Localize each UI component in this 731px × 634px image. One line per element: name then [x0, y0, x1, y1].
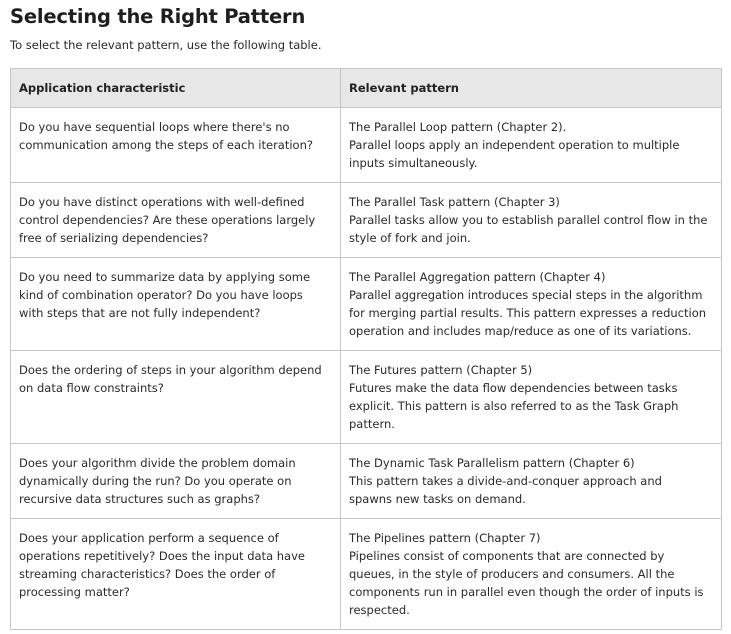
characteristic-cell	[11, 183, 341, 258]
cell-text-line: The Pipelines pattern (Chapter 7)	[349, 531, 541, 545]
cell-text-line: The Futures pattern (Chapter 5)	[349, 363, 533, 377]
cell-text-line: Do you need to summarize data by applying some	[19, 270, 311, 284]
cell-text-line: Futures make the data flow dependencies between tasks	[349, 381, 678, 395]
table-row	[11, 108, 722, 183]
cell-text-line: with steps that are not fully independent?	[19, 306, 261, 320]
table-row	[11, 258, 722, 351]
characteristic-cell	[11, 108, 341, 183]
pattern-cell	[341, 183, 722, 258]
pattern-cell	[341, 108, 722, 183]
cell-text-line: Does your algorithm divide the problem domain	[19, 456, 296, 470]
cell-text-line: The Parallel Loop pattern (Chapter 2).	[349, 120, 567, 134]
column-header-pattern: Relevant pattern	[341, 69, 722, 108]
pattern-table	[10, 68, 722, 630]
cell-text-line: Parallel aggregation introduces special steps in the algorithm	[349, 288, 703, 302]
characteristic-cell	[11, 258, 341, 351]
cell-text-line: Pipelines consist of components that are connected by	[349, 549, 665, 563]
column-header-characteristic: Application characteristic	[11, 69, 341, 108]
table-row	[11, 444, 722, 519]
cell-text-line: The Dynamic Task Parallelism pattern (Chapter 6)	[349, 456, 635, 470]
table-row	[11, 519, 722, 630]
cell-text-line: The Parallel Aggregation pattern (Chapter 4)	[349, 270, 606, 284]
cell-text-line: for merging partial results. This pattern expresses a reduction	[349, 306, 707, 320]
table-header-row	[11, 69, 722, 108]
cell-text-line: dynamically during the run? Do you operate on	[19, 474, 292, 488]
page-intro: To select the relevant pattern, use the following table.	[10, 38, 322, 52]
cell-text-line: free of serializing dependencies?	[19, 231, 209, 245]
cell-text-line: kind of combination operator? Do you have loops	[19, 288, 303, 302]
characteristic-cell	[11, 519, 341, 630]
cell-text-line: Do you have sequential loops where there's no	[19, 120, 290, 134]
page-title: Selecting the Right Pattern	[10, 5, 306, 28]
cell-text-line: spawns new tasks on demand.	[349, 492, 526, 506]
cell-text-line: inputs simultaneously.	[349, 156, 478, 170]
pattern-cell	[341, 351, 722, 444]
characteristic-cell	[11, 351, 341, 444]
cell-text-line: components run in parallel even though the order of inputs is	[349, 585, 704, 599]
table-row	[11, 351, 722, 444]
table-row	[11, 183, 722, 258]
cell-text-line: communication among the steps of each iteration?	[19, 138, 313, 152]
cell-text-line: pattern.	[349, 417, 395, 431]
cell-text-line: The Parallel Task pattern (Chapter 3)	[349, 195, 560, 209]
characteristic-cell	[11, 444, 341, 519]
cell-text-line: control dependencies? Are these operations largely	[19, 213, 316, 227]
cell-text-line: This pattern takes a divide-and-conquer approach and	[349, 474, 662, 488]
cell-text-line: Parallel tasks allow you to establish parallel control flow in the	[349, 213, 708, 227]
cell-text-line: Does your application perform a sequence of	[19, 531, 279, 545]
cell-text-line: Parallel loops apply an independent operation to multiple	[349, 138, 680, 152]
cell-text-line: explicit. This pattern is also referred to as the Task Graph	[349, 399, 679, 413]
cell-text-line: queues, in the style of producers and consumers. All the	[349, 567, 675, 581]
cell-text-line: streaming characteristics? Does the order of	[19, 567, 276, 581]
pattern-cell	[341, 258, 722, 351]
cell-text-line: respected.	[349, 603, 410, 617]
cell-text-line: recursive data structures such as graphs?	[19, 492, 261, 506]
table-body	[11, 108, 722, 630]
pattern-cell	[341, 519, 722, 630]
cell-text-line: operations repetitively? Does the input data have	[19, 549, 305, 563]
cell-text-line: style of fork and join.	[349, 231, 471, 245]
pattern-cell	[341, 444, 722, 519]
cell-text-line: on data flow constraints?	[19, 381, 164, 395]
cell-text-line: Does the ordering of steps in your algorithm depend	[19, 363, 322, 377]
cell-text-line: processing matter?	[19, 585, 130, 599]
cell-text-line: operation and includes map/reduce as one of its variations.	[349, 324, 692, 338]
cell-text-line: Do you have distinct operations with well-defined	[19, 195, 305, 209]
